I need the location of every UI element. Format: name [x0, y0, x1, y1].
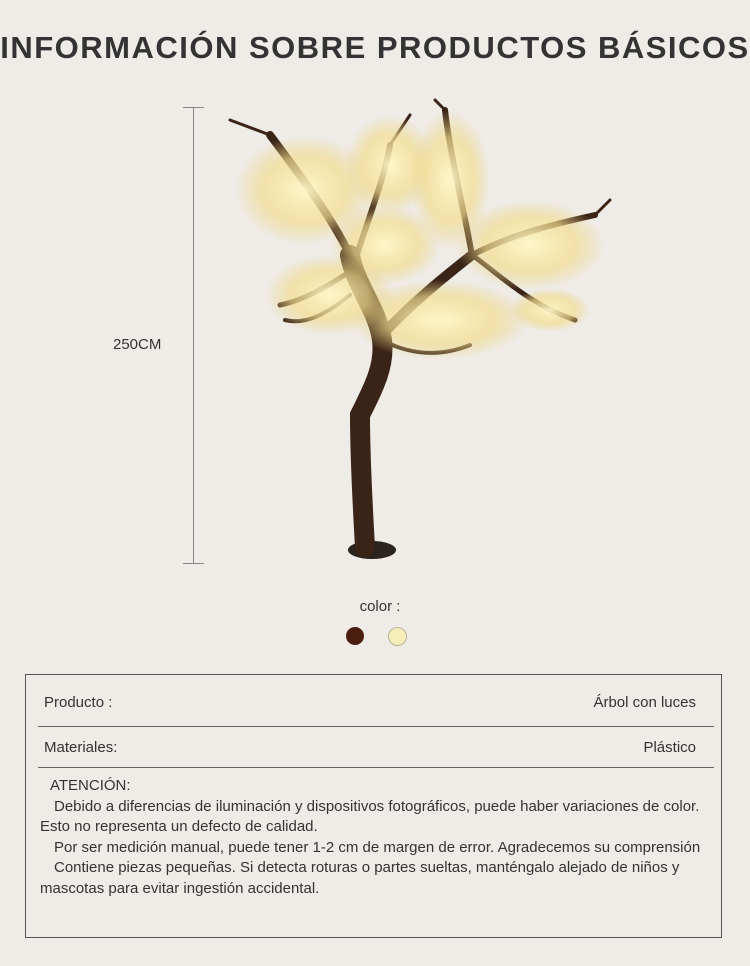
height-dimension-top-cap: [183, 107, 204, 108]
color-swatch-dark-brown[interactable]: [346, 627, 364, 645]
notice-section: [40, 776, 710, 899]
spec-key-product: Producto :: [44, 694, 113, 711]
product-info-box: [25, 674, 722, 938]
notice-heading: ATENCIÓN:: [50, 777, 131, 794]
color-label: color :: [359, 598, 401, 615]
spec-value-product: Árbol con luces: [593, 694, 696, 711]
notice-paragraph: Contiene piezas pequeñas. Si detecta roturas o partes sueltas, manténgalo alejado de niños y mascotas para evitar ingestión accidental.: [40, 859, 680, 897]
spec-value-materials: Plástico: [643, 739, 696, 756]
divider: [38, 767, 714, 768]
spec-key-materials: Materiales:: [44, 739, 118, 756]
page-title: INFORMACIÓN SOBRE PRODUCTOS BÁSICOS: [0, 30, 750, 65]
tree-light-blossoms: [235, 110, 605, 360]
divider: [38, 726, 714, 727]
notice-paragraph: Por ser medición manual, puede tener 1-2 cm de margen de error. Agradecemos su comprensión: [54, 838, 701, 856]
height-dimension-label: 250CM: [113, 336, 162, 353]
light-tree-image: [210, 95, 630, 565]
height-dimension-bottom-cap: [183, 563, 204, 564]
height-dimension-line: [193, 107, 194, 563]
notice-paragraph: Debido a diferencias de iluminación y dispositivos fotográficos, puede haber variaciones de color. Esto no representa un defecto de calidad.: [40, 797, 700, 835]
color-swatch-warm-white[interactable]: [388, 627, 407, 646]
